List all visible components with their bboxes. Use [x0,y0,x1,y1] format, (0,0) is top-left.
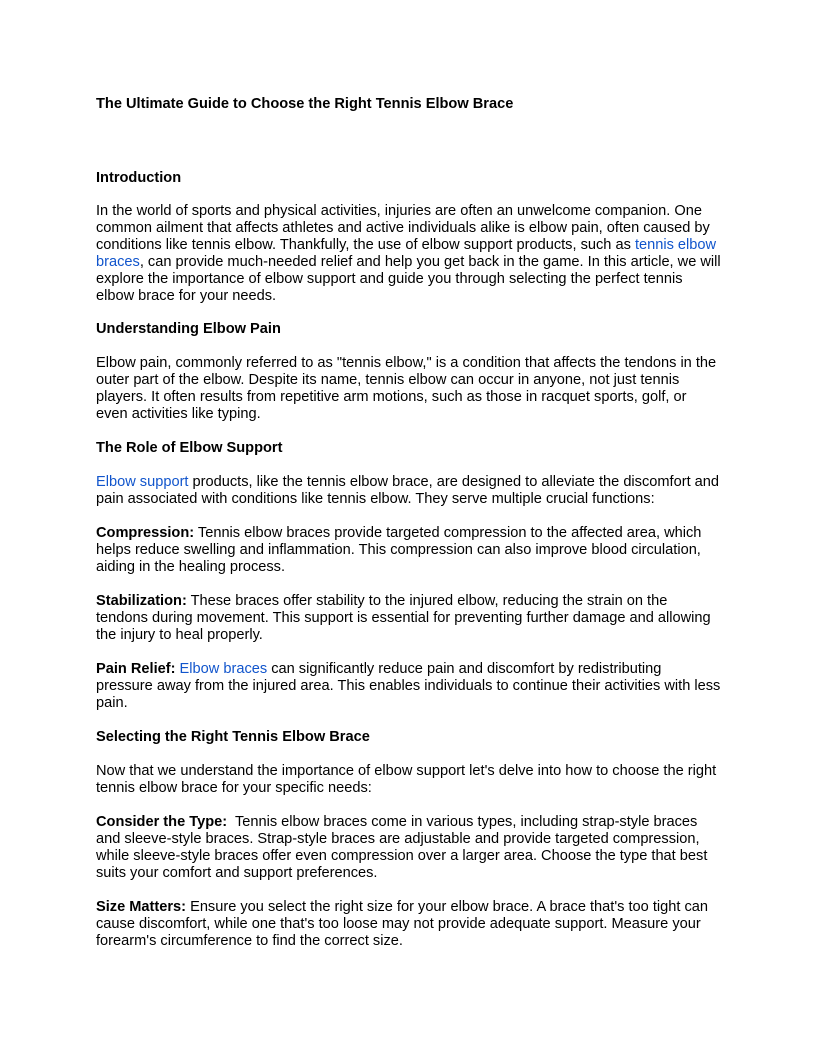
heading-introduction: Introduction [96,170,182,186]
size-matters-paragraph [96,899,722,950]
size-matters-text: Ensure you select the right size for your elbow brace. A brace that's too tight can cause discomfort, while one that's too loose may not provide adequate support. Measure your forearm's circumference to find the correct size. [96,899,708,949]
elbow-braces-link[interactable]: Elbow braces [179,661,268,677]
pain-relief-label: Pain Relief: [96,661,176,677]
intro-text-after: , can provide much-needed relief and help you get back in the game. In this article, we will explore the importance of elbow support and guide you through selecting the perfect tennis elbow brace for your needs. [96,254,721,304]
consider-type-text: Tennis elbow braces come in various types, including strap-style braces and sleeve-style braces. Strap-style braces are adjustable and provide targeted compression, while sleeve-style braces offer even compression over a larger area. Choose the type that best suits your comfort and support preferences. [96,814,712,881]
heading-understanding-elbow-pain: Understanding Elbow Pain [96,321,281,337]
compression-paragraph [96,525,722,576]
elbow-support-link[interactable]: Elbow support [96,474,189,490]
consider-type-paragraph [96,814,722,882]
intro-text-before: In the world of sports and physical activities, injuries are often an unwelcome companion. One common ailment that affects athletes and active individuals alike is elbow pain, often caused by conditions like tennis elbow. Thankfully, the use of elbow support products, such as [96,203,710,253]
stabilization-label: Stabilization: [96,593,187,609]
consider-type-label: Consider the Type: [96,814,228,830]
compression-text: Tennis elbow braces provide targeted compression to the affected area, which helps reduce swelling and inflammation. This compression can also improve blood circulation, aiding in the healing process. [96,525,702,575]
role-text-after: products, like the tennis elbow brace, are designed to alleviate the discomfort and pain associated with conditions like tennis elbow. They serve multiple crucial functions: [96,474,720,507]
understanding-paragraph: Elbow pain, commonly referred to as "tennis elbow," is a condition that affects the tendons in the outer part of the elbow. Despite its name, tennis elbow can occur in anyone, not just tennis players. It often results from repetitive arm motions, such as those in racquet sports, golf, or even activities like typing. [96,355,717,422]
size-matters-label: Size Matters: [96,899,187,915]
role-paragraph [96,474,722,508]
compression-label: Compression: [96,525,195,541]
document-title: The Ultimate Guide to Choose the Right Tennis Elbow Brace [96,96,514,112]
stabilization-paragraph [96,593,722,644]
tennis-elbow-braces-link[interactable]: tennis elbow braces [96,237,717,270]
document-page [96,96,722,950]
pain-relief-text: can significantly reduce pain and discomfort by redistributing pressure away from the injured area. This enables individuals to continue their activities with less pain. [96,661,721,711]
heading-role-of-elbow-support: The Role of Elbow Support [96,440,283,456]
stabilization-text: These braces offer stability to the injured elbow, reducing the strain on the tendons during movement. This support is essential for preventing further damage and allowing the injury to heal properly. [96,593,711,643]
intro-paragraph [96,203,722,305]
pain-relief-paragraph [96,661,722,712]
heading-selecting-brace: Selecting the Right Tennis Elbow Brace [96,729,370,745]
selecting-paragraph: Now that we understand the importance of elbow support let's delve into how to choose the right tennis elbow brace for your specific needs: [96,763,717,796]
